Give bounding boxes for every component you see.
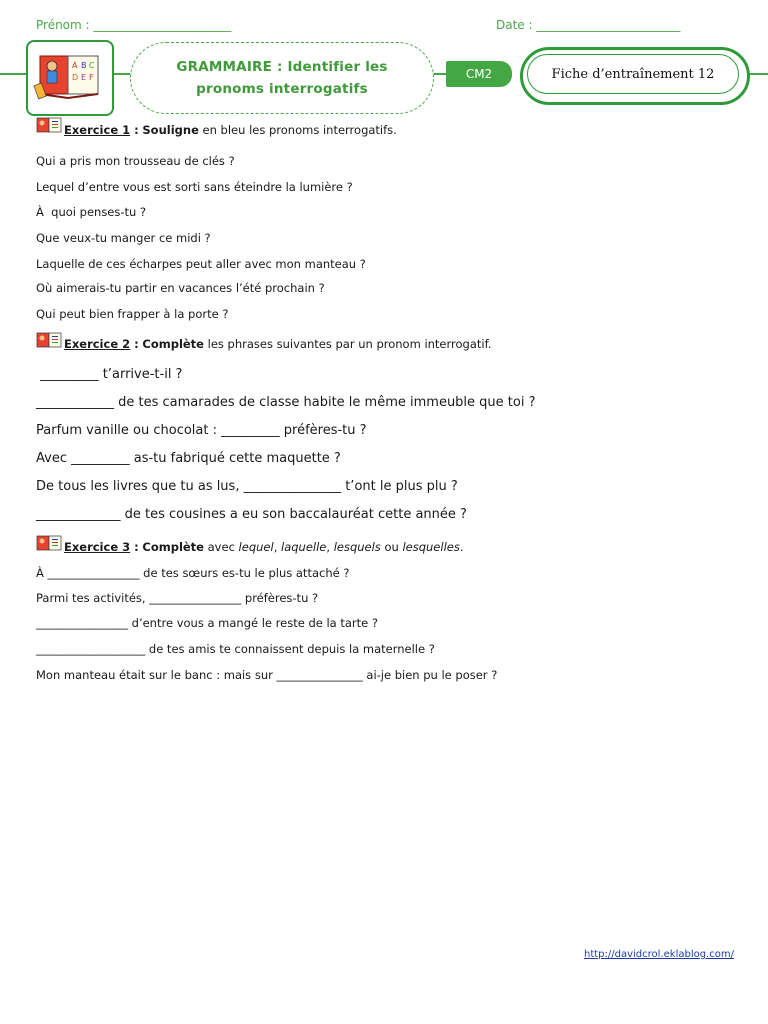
- exercise-1-sentence: Que veux-tu manger ce midi ?: [36, 231, 211, 245]
- option-lequel: lequel: [238, 540, 274, 554]
- date-label: Date :: [496, 18, 533, 32]
- prenom-field: [36, 18, 231, 32]
- option-lesquels: lesquels: [333, 540, 381, 554]
- exercise-3-sentence: À ________________ de tes sœurs es-tu le plus attaché ?: [36, 566, 350, 580]
- exercise-3-verb: Complète: [142, 540, 204, 554]
- exercise-2-colon: :: [130, 337, 139, 351]
- exercise-2-number: Exercice 2: [64, 337, 131, 351]
- prenom-blank: _______________________: [93, 18, 232, 32]
- svg-text:C: C: [89, 61, 95, 70]
- exercise-3-sep: ,: [326, 540, 334, 554]
- exercise-1-colon: :: [130, 123, 139, 137]
- exercise-3-sentence: Parmi tes activités, ________________ préfères-tu ?: [36, 591, 319, 605]
- exercise-3-number: Exercice 3: [64, 540, 131, 554]
- exercise-2-book-icon: [36, 331, 62, 349]
- date-blank: ________________________: [536, 18, 681, 32]
- exercise-2-sentence: _____________ de tes cousines a eu son baccalauréat cette année ?: [36, 507, 467, 522]
- exercise-1-heading: [64, 123, 397, 137]
- title-line-2: pronoms interrogatifs: [196, 81, 368, 97]
- header-rule-left: [0, 73, 28, 75]
- prenom-label: Prénom :: [36, 18, 90, 32]
- exercise-2-sentence: De tous les livres que tu as lus, _______________ t’ont le plus plu ?: [36, 479, 458, 494]
- exercise-2-sentence: Avec _________ as-tu fabriqué cette maquette ?: [36, 451, 341, 466]
- exercise-3-avec: avec: [203, 540, 239, 554]
- level-tab: CM2: [446, 61, 512, 87]
- exercise-1-sentence: Où aimerais-tu partir en vacances l’été prochain ?: [36, 281, 325, 295]
- option-lesquelles: lesquelles: [402, 540, 460, 554]
- exercise-1-sentence: Lequel d’entre vous est sorti sans éteindre la lumière ?: [36, 180, 353, 194]
- page-title: [176, 56, 387, 100]
- exercise-2-verb: Complète: [142, 337, 204, 351]
- exercise-1-sentence: Laquelle de ces écharpes peut aller avec mon manteau ?: [36, 257, 366, 271]
- exercise-3-sentence: ________________ d’entre vous a mangé le reste de la tarte ?: [36, 616, 379, 630]
- svg-text:B: B: [81, 61, 87, 70]
- date-field: [496, 18, 680, 32]
- footer-link[interactable]: http://davidcrol.eklablog.com/: [584, 949, 734, 960]
- exercise-2-instruction: les phrases suivantes par un pronom interrogatif.: [203, 337, 492, 351]
- exercise-1-instruction: en bleu les pronoms interrogatifs.: [198, 123, 397, 137]
- exercise-1-number: Exercice 1: [64, 123, 131, 137]
- exercise-3-heading: [64, 540, 464, 554]
- exercise-3-sep: ou: [380, 540, 403, 554]
- exercise-2-sentence: _________ t’arrive-t-il ?: [36, 367, 183, 382]
- title-line-1: GRAMMAIRE : Identifier les: [176, 59, 388, 75]
- exercise-3-book-icon: [36, 534, 62, 552]
- exercise-1-sentence: Qui peut bien frapper à la porte ?: [36, 307, 229, 321]
- option-laquelle: laquelle: [281, 540, 327, 554]
- exercise-3-sep: ,: [273, 540, 281, 554]
- exercise-2-sentence: Parfum vanille ou chocolat : _________ préfères-tu ?: [36, 423, 367, 438]
- exercise-3-sentence: ___________________ de tes amis te connaissent depuis la maternelle ?: [36, 642, 435, 656]
- svg-text:F: F: [89, 73, 94, 82]
- exercise-3-colon: :: [130, 540, 139, 554]
- title-box: [130, 42, 434, 114]
- exercise-2-heading: [64, 337, 491, 351]
- exercise-3-end: .: [459, 540, 464, 554]
- exercise-1-sentence: À quoi penses-tu ?: [36, 205, 147, 219]
- exercise-1-book-icon: [36, 116, 62, 134]
- svg-text:D: D: [72, 73, 79, 82]
- logo-box: [26, 40, 114, 116]
- fiche-title: Fiche d’entraînement 12: [527, 54, 739, 94]
- svg-text:E: E: [81, 73, 87, 82]
- book-alphabet-icon: [28, 42, 112, 114]
- svg-text:A: A: [72, 61, 78, 70]
- exercise-1-sentence: Qui a pris mon trousseau de clés ?: [36, 154, 235, 168]
- exercise-2-sentence: ____________ de tes camarades de classe habite le même immeuble que toi ?: [36, 395, 536, 410]
- exercise-1-verb: Souligne: [142, 123, 199, 137]
- exercise-3-sentence: Mon manteau était sur le banc : mais sur _______________ ai-je bien pu le poser ?: [36, 668, 498, 682]
